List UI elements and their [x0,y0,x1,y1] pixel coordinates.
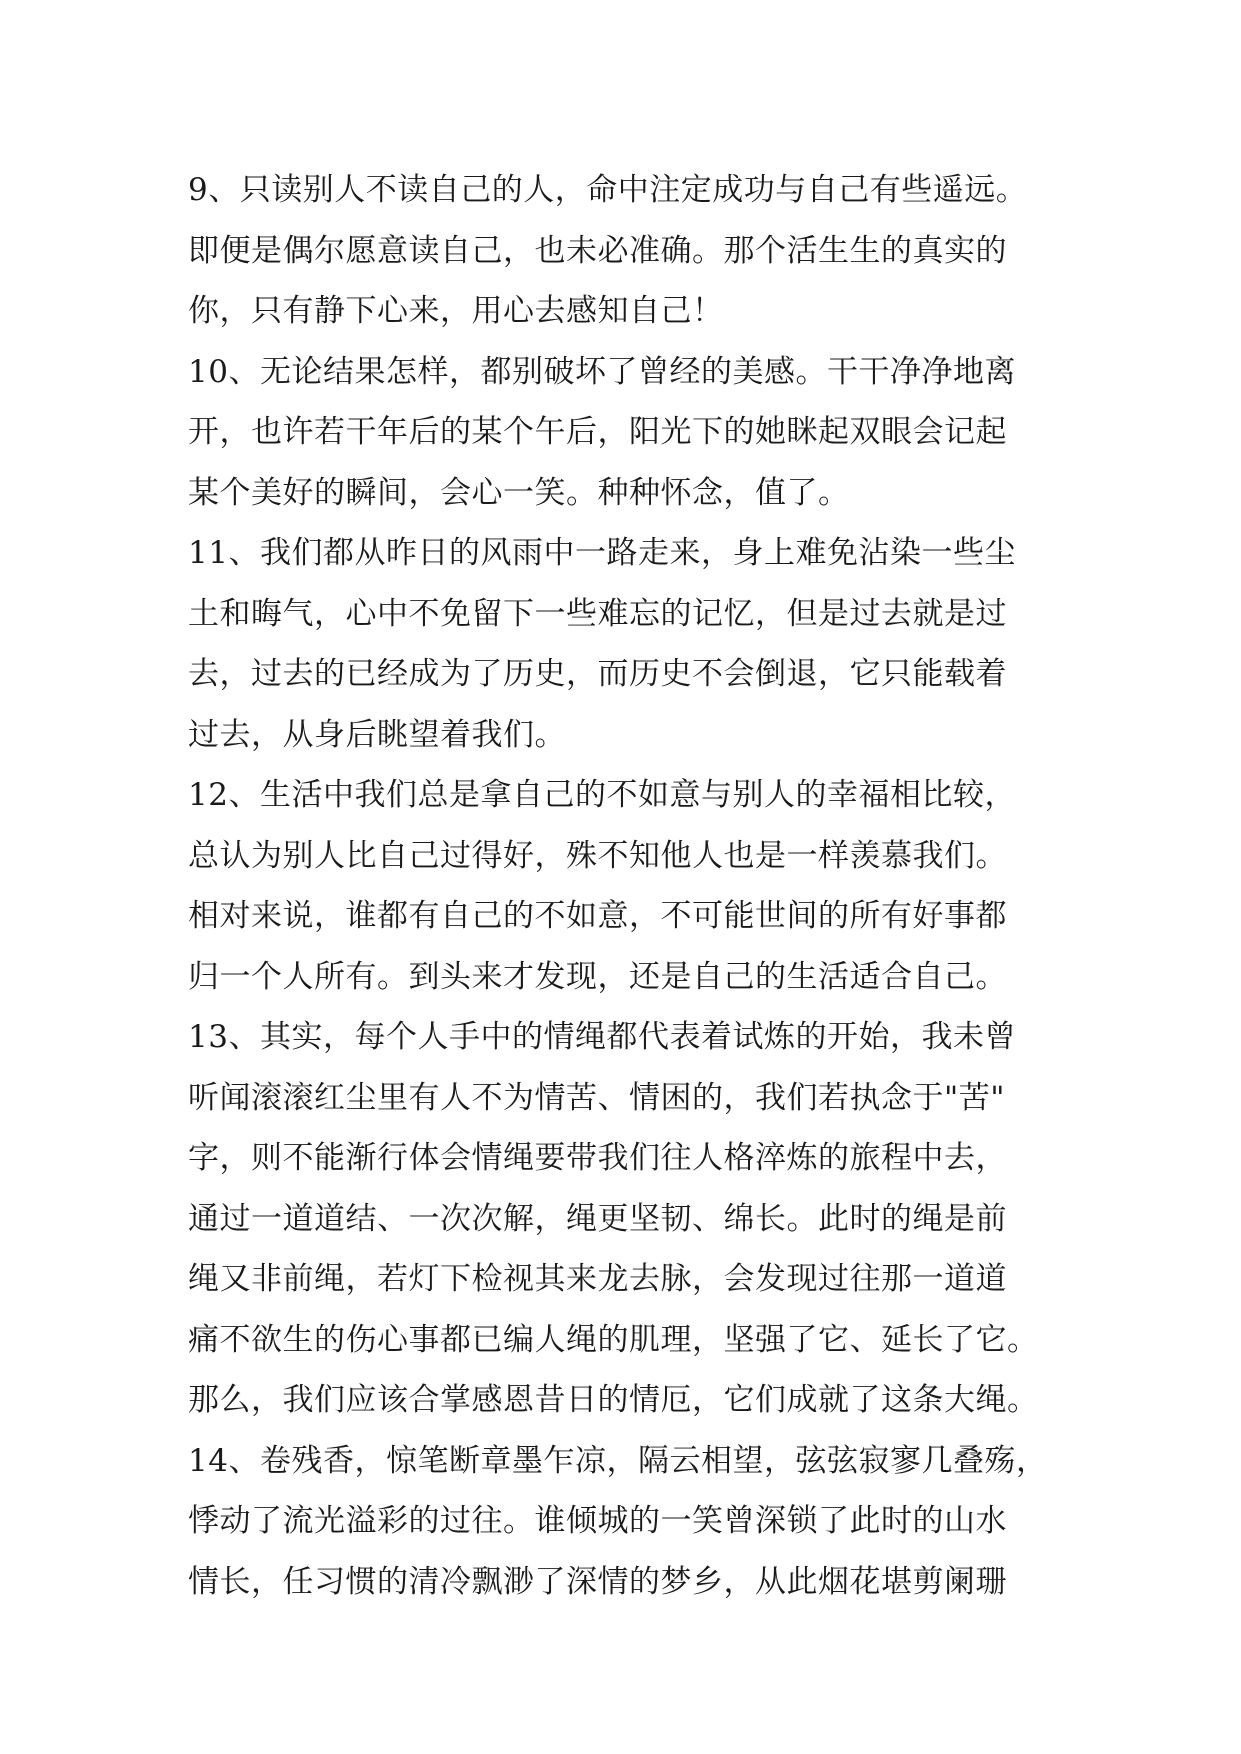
document-body [188,160,1068,1612]
text-line: 去，过去的已经成为了历史，而历史不会倒退，它只能载着 [188,656,1007,692]
text-line: 痛不欲生的伤心事都已编人绳的肌理，坚强了它、延长了它。 [188,1321,1039,1358]
text-line: 总认为别人比自己过得好，殊不知他人也是一样羡慕我们。 [188,837,1007,874]
text-line: 某个美好的瞬间，会心一笑。种种怀念，值了。 [188,474,850,511]
text-line: 那么，我们应该合掌感恩昔日的情厄，它们成就了这条大绳。 [188,1382,1039,1418]
text-line: 听闻滚滚红尘里有人不为情苦、情困的，我们若执念于"苦" [188,1079,1006,1116]
text-line: 情长，任习惯的清冷飘渺了深情的梦乡，从此烟花堪剪阑珊 [188,1563,1007,1600]
text-line: 11、我们都从昨日的风雨中一路走来，身上难免沾染一些尘 [188,535,1016,571]
text-line: 开，也许若干年后的某个午后，阳光下的她眯起双眼会记起 [188,414,1007,450]
text-line: 9、只读别人不读自己的人，命中注定成功与自己有些遥远。 [188,172,1028,208]
text-line: 字，则不能渐行体会情绳要带我们往人格淬炼的旅程中去， [188,1140,1007,1176]
text-line: 10、无论结果怎样，都别破坏了曾经的美感。干干净净地离 [188,353,1016,390]
text-line: 13、其实，每个人手中的情绳都代表着试炼的开始，我未曾 [188,1019,1016,1055]
text-line: 归一个人所有。到头来才发现，还是自己的生活适合自己。 [188,958,1007,995]
text-line: 相对来说，谁都有自己的不如意，不可能世间的所有好事都 [188,898,1007,934]
text-line: 悸动了流光溢彩的过往。谁倾城的一笑曾深锁了此时的山水 [188,1503,1007,1539]
text-line: 过去，从身后眺望着我们。 [188,716,566,753]
text-line: 14、卷残香，惊笔断章墨乍凉，隔云相望，弦弦寂寥几叠殇， [188,1442,1048,1479]
text-line: 通过一道道结、一次次解，绳更坚韧、绵长。此时的绳是前 [188,1200,1007,1237]
text-line: 土和晦气，心中不免留下一些难忘的记忆，但是过去就是过 [188,595,1007,632]
text-line: 即便是偶尔愿意读自己，也未必准确。那个活生生的真实的 [188,232,1007,269]
text-line: 绳又非前绳，若灯下检视其来龙去脉，会发现过往那一道道 [188,1261,1007,1297]
text-line: 你，只有静下心来，用心去感知自己！ [188,293,724,329]
text-line: 12、生活中我们总是拿自己的不如意与别人的幸福相比较， [188,777,1016,813]
